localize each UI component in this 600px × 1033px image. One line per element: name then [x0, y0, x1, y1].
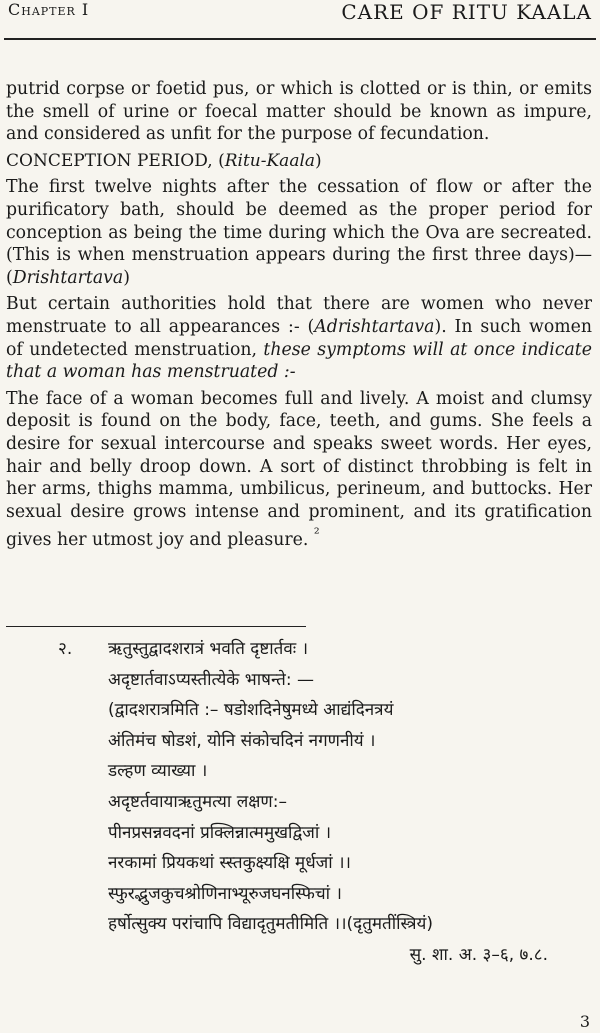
footnote-line — [58, 634, 580, 665]
footnote-number: २. — [58, 639, 73, 659]
header-rule — [4, 38, 596, 40]
running-head — [8, 0, 592, 24]
heading-close: ) — [315, 150, 322, 171]
p4-text: The face of a woman becomes full and lively. A moist and clumsy deposit is found on the body, face, teeth, and gums. She feels a desire for sexual intercourse and speaks sweet words. Her eyes, hair and belly droop down. A sort of distinct throbbing is felt in her arms, thighs mamma, umbilicus, perineum, and buttocks. Her sexual desire grows intense and prominent, and its gratification gives her utmost joy and pleasure. — [6, 388, 592, 551]
footnote-line: पीनप्रसन्नवदनां प्रक्लिन्नात्ममुखद्विजां । — [108, 822, 332, 843]
p2-close: ) — [123, 267, 130, 288]
section-heading-conception-period — [6, 150, 592, 173]
footnote-line: हर्षोत्सुक्य परांचापि विद्यादृतुमतीमिति ।।(दृतुमतींस्त्रियं) — [108, 914, 434, 935]
footnote-line: (द्वादशरात्रमिति :– षडोशदिनेषुमध्ये आद्यंदिनत्रयं — [108, 700, 394, 721]
main-text — [6, 78, 592, 556]
footnote-line: अदृष्टर्तवायाऋतुमत्या लक्षण:– — [108, 791, 287, 812]
footnote-line: नरकामां प्रियकथां स्स्तकुक्ष्यक्षि मूर्धजां ।। — [108, 853, 351, 874]
p2-text: The first twelve nights after the cessation of flow or after the purificatory bath, should be deemed as the proper period for conception as being the time during which the Ova are secreated. (This is when menstruation appears during the first three days)—( — [6, 177, 592, 288]
footnote-sanskrit — [58, 634, 580, 971]
p2-italic-term: Drishtartava — [12, 267, 124, 288]
paragraph-authorities — [6, 293, 592, 383]
running-head-chapter: Chapter I — [8, 0, 90, 19]
heading-text: CONCEPTION PERIOD, ( — [6, 150, 225, 171]
page-number: 3 — [579, 1012, 590, 1031]
footnote-reference-mark: ² — [313, 526, 320, 543]
p3-text-1: But certain authorities hold that there are women who never menstruate to all appearances :- ( — [6, 294, 592, 337]
heading-italic-term: Ritu-Kaala — [224, 150, 316, 171]
footnote-line: स्फुरद्भुजकुचश्रोणिनाभ्यूरुजघनस्फिचां । — [108, 883, 342, 904]
p3-italic-phrase: these symptoms will at once indicate that a woman has menstruated :- — [6, 339, 592, 383]
paragraph-impure-blood: putrid corpse or foetid pus, or which is clotted or is thin, or emits the smell of urine or foecal matter should be known as impure, and considered as unfit for the purpose of fecundation. — [6, 79, 592, 145]
p3-italic-term: Adrishtartava — [314, 316, 435, 337]
paragraph-twelve-nights — [6, 176, 592, 289]
footnote-line: अदृष्टार्तवाऽप्यस्तीत्येके भाषन्ते: — — [108, 669, 314, 690]
paragraph-symptoms — [6, 388, 592, 552]
footnote-source: सु. शा. अ. ३–६, ७.८. — [409, 944, 548, 965]
p3-text-2: ). In such women of undetected menstruation, — [6, 316, 592, 360]
footnote-line: डल्हण व्याख्या । — [108, 761, 208, 782]
footnote-line: अंतिमंच षोडशं, योनि संकोचदिनं नगणनीयं । — [108, 730, 376, 751]
footnote-rule — [6, 626, 306, 627]
footnote-verse: ऋतुस्तुद्वादशरात्रं भवति दृष्टार्तवः । — [108, 639, 309, 659]
running-head-title: CARE OF RITU KAALA — [341, 0, 592, 24]
